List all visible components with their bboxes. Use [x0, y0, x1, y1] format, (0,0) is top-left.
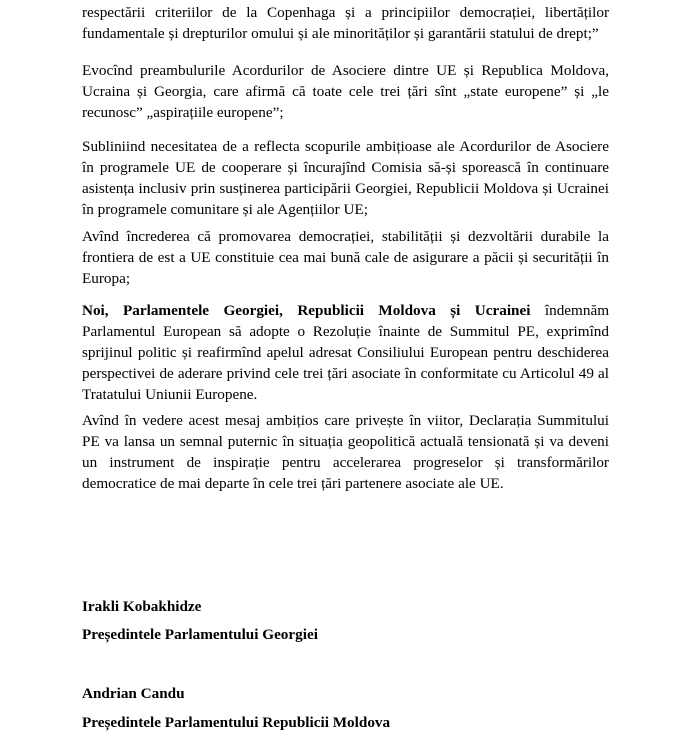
text-line: în programele comunitare și ale Agențiilor UE; [82, 201, 368, 218]
paragraph-copenhagen-criteria [82, 2, 609, 44]
bold-lead: Noi, Parlamentele Georgiei, Republicii Moldova și Ucrainei [82, 302, 531, 319]
text-line: Subliniind necesitatea de a reflecta scopurile ambițioase ale Acordurilor de Asociere [82, 138, 609, 155]
text-line: respectării criteriilor de la Copenhaga și a principiilor democrației, libertăților [82, 4, 609, 21]
signatory-title: Președintele Parlamentului Republicii Moldova [82, 714, 391, 731]
paragraph-parliaments-call [82, 300, 609, 405]
paragraph-democracy-promotion [82, 226, 609, 289]
text-line: în programele UE de cooperare și încurajînd Comisia să-și sporească în continuare [82, 159, 609, 176]
text-line: Evocînd preambulurile Acordurilor de Asociere dintre UE și Republica Moldova, [82, 62, 609, 79]
text-line: democratice de mai departe în cele trei țări partenere asociate ale UE. [82, 475, 504, 492]
text-line: perspectivei de aderare privind cele trei țări asociate în conformitate cu Articolul 49 al [82, 365, 609, 382]
text-line: sprijinul politic și reafirmînd apelul adresat Consiliului European pentru deschiderea [82, 344, 609, 361]
text-line: Europa; [82, 270, 131, 287]
signatory-title: Președintele Parlamentului Georgiei [82, 626, 318, 643]
text-line: un instrument de inspirație pentru accelerarea progreselor și transformărilor [82, 454, 609, 471]
text-line: recunosc” „aspirațiile europene”; [82, 104, 284, 121]
paragraph-summit-declaration [82, 410, 609, 494]
signatory-name: Irakli Kobakhidze [82, 598, 202, 615]
text-line: Ucraina și Georgia, care afirmă că toate cele trei țări sînt „state europene” și „le [82, 83, 609, 100]
text-line: PE va lansa un semnal puternic în situația geopolitică actuală tensionată și va deveni [82, 433, 609, 450]
text-line: frontiera de est a UE constituie cea mai bună cale de asigurare a păcii și securității în [82, 249, 609, 266]
text-line: asistența inclusiv prin susținerea participării Georgiei, Republicii Moldova și Ucrainei [82, 180, 609, 197]
text-line: Avînd în vedere acest mesaj ambițios care privește în viitor, Declarația Summitului [82, 412, 609, 429]
text-line: Tratatului Uniunii Europene. [82, 386, 258, 403]
text-line: Avînd încrederea că promovarea democrației, stabilității și dezvoltării durabile la [82, 228, 609, 245]
paragraph-ambitious-goals [82, 136, 609, 220]
text-line: fundamentale și drepturilor omului și ale minorităților și garantării statului de drept;” [82, 25, 599, 42]
text-fragment: îndemnăm [530, 302, 610, 319]
text-line [82, 300, 609, 321]
signatory-name: Andrian Candu [82, 685, 185, 702]
text-line: Parlamentul European să adopte o Rezoluție înainte de Summitul PE, exprimînd [82, 323, 609, 340]
paragraph-association-agreements [82, 60, 609, 123]
